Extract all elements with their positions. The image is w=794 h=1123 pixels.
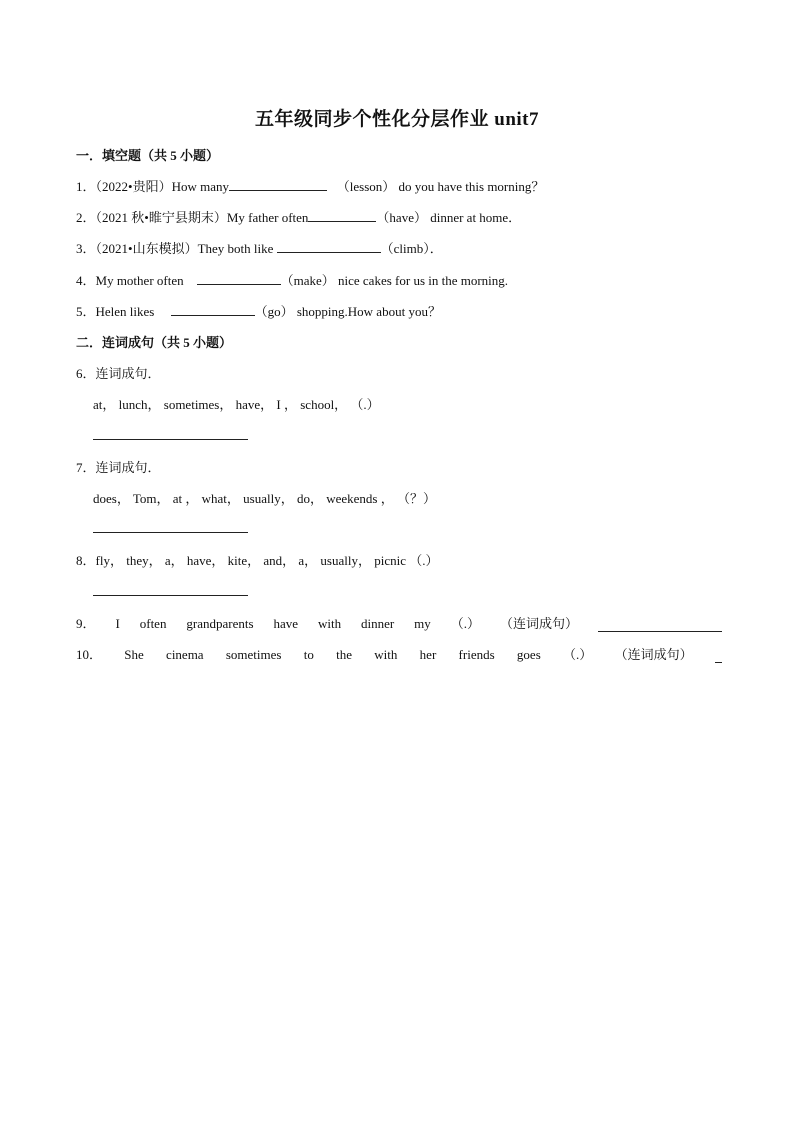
- word-token: goes: [516, 647, 541, 662]
- question-number: 5．: [76, 304, 96, 319]
- answer-blank[interactable]: [715, 650, 722, 663]
- question-text: （make） nice cakes for us in the morning.: [280, 273, 509, 288]
- question-number: 7．: [76, 460, 96, 475]
- question-instruction: （连词成句）: [499, 616, 578, 631]
- answer-blank[interactable]: [308, 209, 376, 222]
- word-token: often: [139, 616, 167, 631]
- question-text: Helen likes: [95, 304, 155, 319]
- question-number: 2．: [76, 210, 96, 225]
- question-prompt: 连词成句．: [95, 366, 161, 381]
- word-token: grandparents: [186, 616, 254, 631]
- question-9: [76, 613, 722, 632]
- word-token: her: [419, 647, 437, 662]
- question-3: [76, 238, 443, 257]
- question-text: （have） dinner at home．: [376, 210, 522, 225]
- question-source: （2021•山东模拟）: [95, 241, 198, 256]
- word-token: She: [124, 647, 144, 662]
- question-number: 8．: [76, 553, 96, 568]
- word-token: with: [374, 647, 398, 662]
- question-number: 9．: [76, 616, 96, 631]
- question-instruction: （连词成句）: [614, 647, 693, 662]
- question-text: My father often: [226, 210, 309, 225]
- question-6-answer-line[interactable]: [93, 438, 248, 440]
- question-2: [76, 207, 521, 226]
- section-heading-fill-in: 一．填空题（共 5 小题）: [76, 148, 220, 163]
- word-token: sometimes: [225, 647, 282, 662]
- word-token: with: [317, 616, 342, 631]
- question-words: fly， they， a， have， kite， and， a， usually， picnic （.）: [95, 553, 439, 568]
- question-source: （2021 秋•睢宁县期末）: [95, 210, 227, 225]
- word-token: friends: [458, 647, 495, 662]
- question-7-words: does， Tom， at ， what， usually， do， weekends ， （？）: [93, 491, 436, 506]
- question-8: [76, 550, 439, 569]
- question-number: 6．: [76, 366, 96, 381]
- question-4: [76, 270, 508, 289]
- question-text: My mother often: [95, 273, 184, 288]
- question-number: 3．: [76, 241, 96, 256]
- page-title: 五年级同步个性化分层作业 unit7: [255, 109, 539, 130]
- question-7-answer-line[interactable]: [93, 531, 248, 533]
- question-1: [76, 176, 544, 195]
- word-token: I: [115, 616, 120, 631]
- question-10: [76, 644, 722, 663]
- word-token: cinema: [166, 647, 204, 662]
- word-token: my: [414, 616, 431, 631]
- word-token: dinner: [361, 616, 395, 631]
- word-token: to: [303, 647, 314, 662]
- answer-blank[interactable]: [277, 240, 381, 253]
- word-token: （.）: [450, 616, 480, 631]
- word-token: the: [336, 647, 353, 662]
- question-text: （climb）．: [380, 241, 443, 256]
- question-text: They both like: [197, 241, 274, 256]
- answer-blank[interactable]: [598, 619, 722, 632]
- word-token: （.）: [563, 647, 593, 662]
- question-number: 10．: [76, 647, 103, 662]
- question-number: 1．: [76, 179, 96, 194]
- question-source: （2022•贵阳）: [95, 179, 172, 194]
- question-text: How many: [171, 179, 229, 194]
- question-text: （lesson） do you have this morning？: [336, 179, 545, 194]
- question-prompt: 连词成句．: [95, 460, 161, 475]
- word-token: have: [273, 616, 299, 631]
- question-6: [76, 363, 161, 382]
- question-7: [76, 457, 161, 476]
- question-number: 4．: [76, 273, 96, 288]
- section-heading-sentence-building: 二．连词成句（共 5 小题）: [76, 335, 233, 350]
- answer-blank[interactable]: [229, 178, 327, 191]
- answer-blank[interactable]: [171, 303, 255, 316]
- answer-blank[interactable]: [197, 272, 281, 285]
- question-5: [76, 301, 441, 320]
- question-6-words: at， lunch， sometimes， have， I ， school， （.）: [93, 397, 380, 412]
- question-text: （go） shopping.How about you？: [254, 304, 441, 319]
- question-8-answer-line[interactable]: [93, 594, 248, 596]
